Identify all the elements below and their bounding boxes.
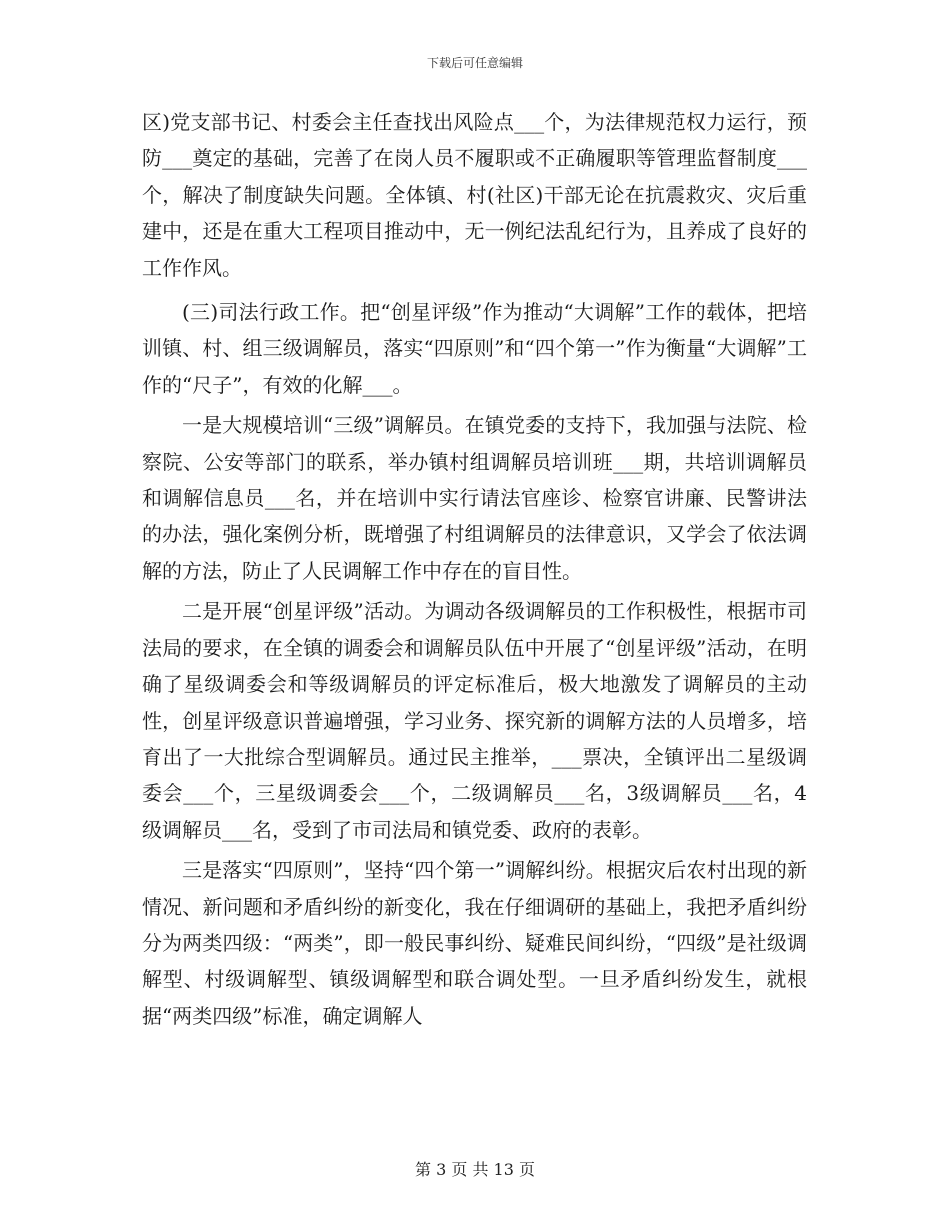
page-footer: 第 3 页 共 13 页 (415, 1160, 535, 1179)
page-header: 下载后可任意编辑 (426, 56, 523, 70)
paragraph-star-rating: 二是开展“创星评级”活动。为调动各级调解员的工作积极性，根据市司法局的要求，在全镇的调委会和调解员队伍中开展了“创星评级”活动，在明确了星级调委会和等级调解员的评定标准后，极大地激发了调解员的主动性，创星评级意识普遍增强，学习业务、探究新的调解方法的人员增多，培育出了一大批综合型调解员。通过民主推举，___票决，全镇评出二星级调委会___个，三星级调委会___个，二级调解员___名，3级调解员___名，4级调解员___名，受到了市司法局和镇党委、政府的表彰。 (142, 599, 807, 842)
paragraph-judicial-admin: (三)司法行政工作。把“创星评级”作为推动“大调解”工作的载体，把培训镇、村、组三级调解员，落实“四原则”和“四个第一”作为衡量“大调解”工作的“尺子”，有效的化解___。 (142, 300, 807, 397)
paragraph-four-principles: 三是落实“四原则”，坚持“四个第一”调解纠纷。根据灾后农村出现的新情况、新问题和矛盾纠纷的新变化，我在仔细调研的基础上，我把矛盾纠纷分为两类四级：“两类”，即一般民事纠纷、疑难民间纠纷，“四级”是社级调解型、村级调解型、镇级调解型和联合调处型。一旦矛盾纠纷发生，就根据“两类四级”标准，确定调解人 (142, 858, 807, 1028)
paragraph-continuation: 区)党支部书记、村委会主任查找出风险点___个，为法律规范权力运行，预防___奠定的基础，完善了在岗人员不履职或不正确履职等管理监督制度___个，解决了制度缺失问题。全体镇、村(社区)干部无论在抗震救灾、灾后重建中，还是在重大工程项目推动中，无一例纪法乱纪行为，且养成了良好的工作作风。 (142, 110, 807, 280)
paragraph-training: 一是大规模培训“三级”调解员。在镇党委的支持下，我加强与法院、检察院、公安等部门的联系，举办镇村组调解员培训班___期，共培训调解员和调解信息员___名，并在培训中实行请法官座诊、检察官讲廉、民警讲法的办法，强化案例分析，既增强了村组调解员的法律意识，又学会了依法调解的方法，防止了人民调解工作中存在的盲目性。 (142, 413, 807, 583)
document-body (142, 104, 807, 1038)
